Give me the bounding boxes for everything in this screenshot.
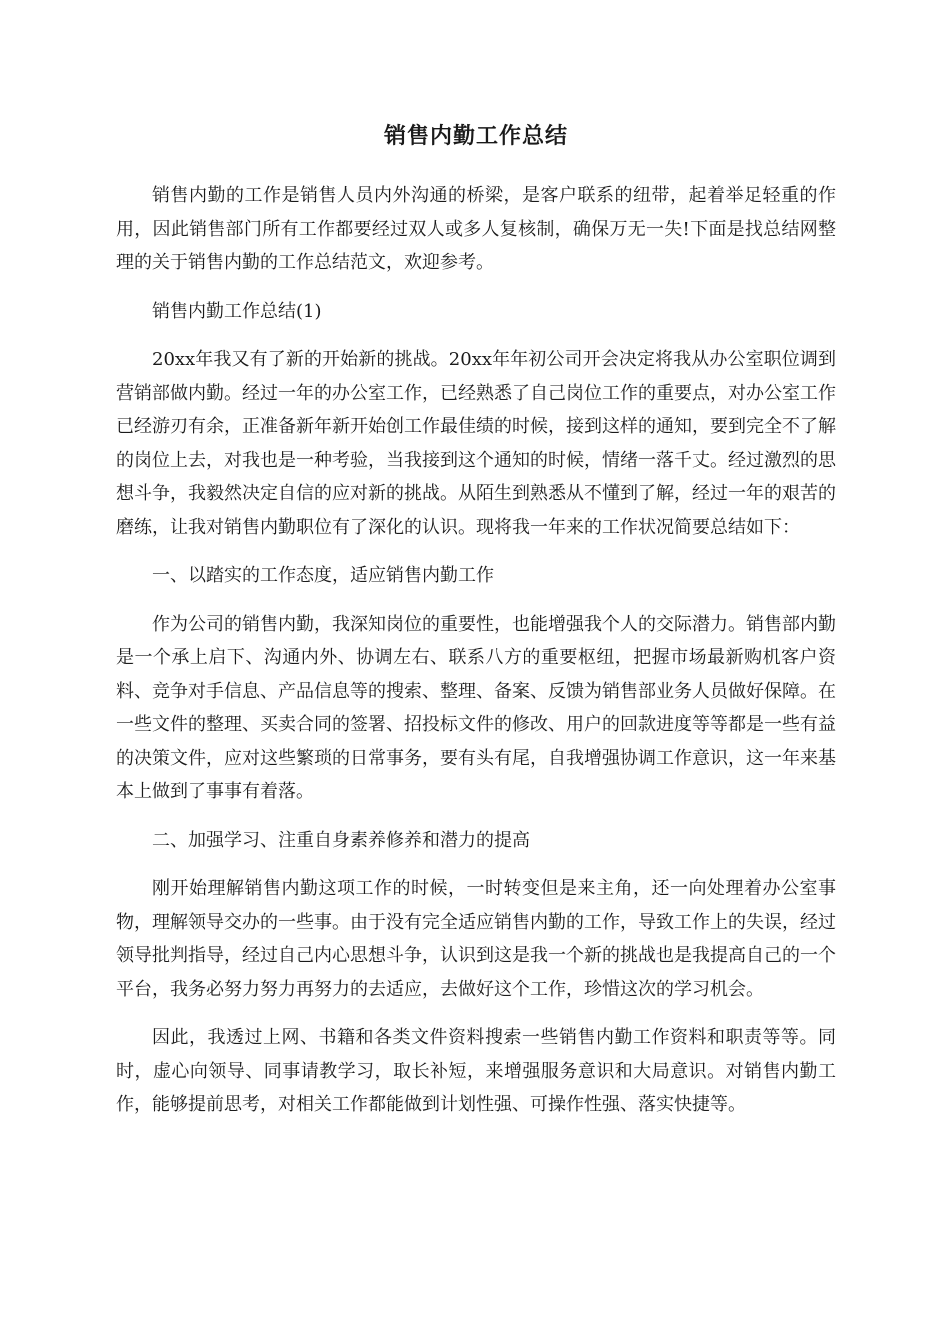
- document-page: [116, 0, 836, 1122]
- section-heading-learning: 二、加强学习、注重自身素养修养和潜力的提高: [152, 829, 530, 851]
- body-paragraph-learning: 刚开始理解销售内勤这项工作的时候，一时转变但是来主角，还一向处理着办公室事物，理解领导交办的一些事。由于没有完全适应销售内勤的工作，导致工作上的失误，经过领导批判指导，经过自己内心思想斗争，认识到这是我一个新的挑战也是我提高自己的一个平台，我务必努力努力再努力的去适应，去做好这个工作，珍惜这次的学习机会。: [116, 878, 836, 1000]
- section-heading-attitude: 一、以踏实的工作态度，适应销售内勤工作: [152, 565, 494, 586]
- document-title: 销售内勤工作总结: [383, 123, 568, 149]
- section-heading-summary-1: 销售内勤工作总结(1): [152, 300, 322, 322]
- body-paragraph-attitude: 作为公司的销售内勤，我深知岗位的重要性，也能增强我个人的交际潜力。销售部内勤是一个承上启下、沟通内外、协调左右、联系八方的重要枢纽，把握市场最新购机客户资料、竞争对手信息、产品信息等的搜索、整理、备案、反馈为销售部业务人员做好保障。在一些文件的整理、买卖合同的签署、招投标文件的修改、用户的回款进度等等都是一些有益的决策文件，应对这些繁琐的日常事务，要有头有尾，自我增强协调工作意识，这一年来基本上做到了事事有着落。: [116, 613, 836, 802]
- body-paragraph-overview: 20xx年我又有了新的开始新的挑战。20xx年年初公司开会决定将我从办公室职位调到营销部做内勤。经过一年的办公室工作，已经熟悉了自己岗位工作的重要点，对办公室工作已经游刃有余，正准备新年新开始创工作最佳绩的时候，接到这样的通知，要到完全不了解的岗位上去，对我也是一种考验，当我接到这个通知的时候，情绪一落千丈。经过激烈的思想斗争，我毅然决定自信的应对新的挑战。从陌生到熟悉从不懂到了解，经过一年的艰苦的磨练，让我对销售内勤职位有了深化的认识。现将我一年来的工作状况简要总结如下：: [116, 349, 836, 538]
- body-paragraph-study-methods: 因此，我透过上网、书籍和各类文件资料搜索一些销售内勤工作资料和职责等等。同时，虚心向领导、同事请教学习，取长补短，来增强服务意识和大局意识。对销售内勤工作，能够提前思考，对相关工作都能做到计划性强、可操作性强、落实快捷等。: [116, 1027, 836, 1115]
- intro-paragraph: 销售内勤的工作是销售人员内外沟通的桥梁，是客户联系的纽带，起着举足轻重的作用，因此销售部门所有工作都要经过双人或多人复核制，确保万无一失!下面是找总结网整理的关于销售内勤的工作总结范文，欢迎参考。: [116, 185, 836, 273]
